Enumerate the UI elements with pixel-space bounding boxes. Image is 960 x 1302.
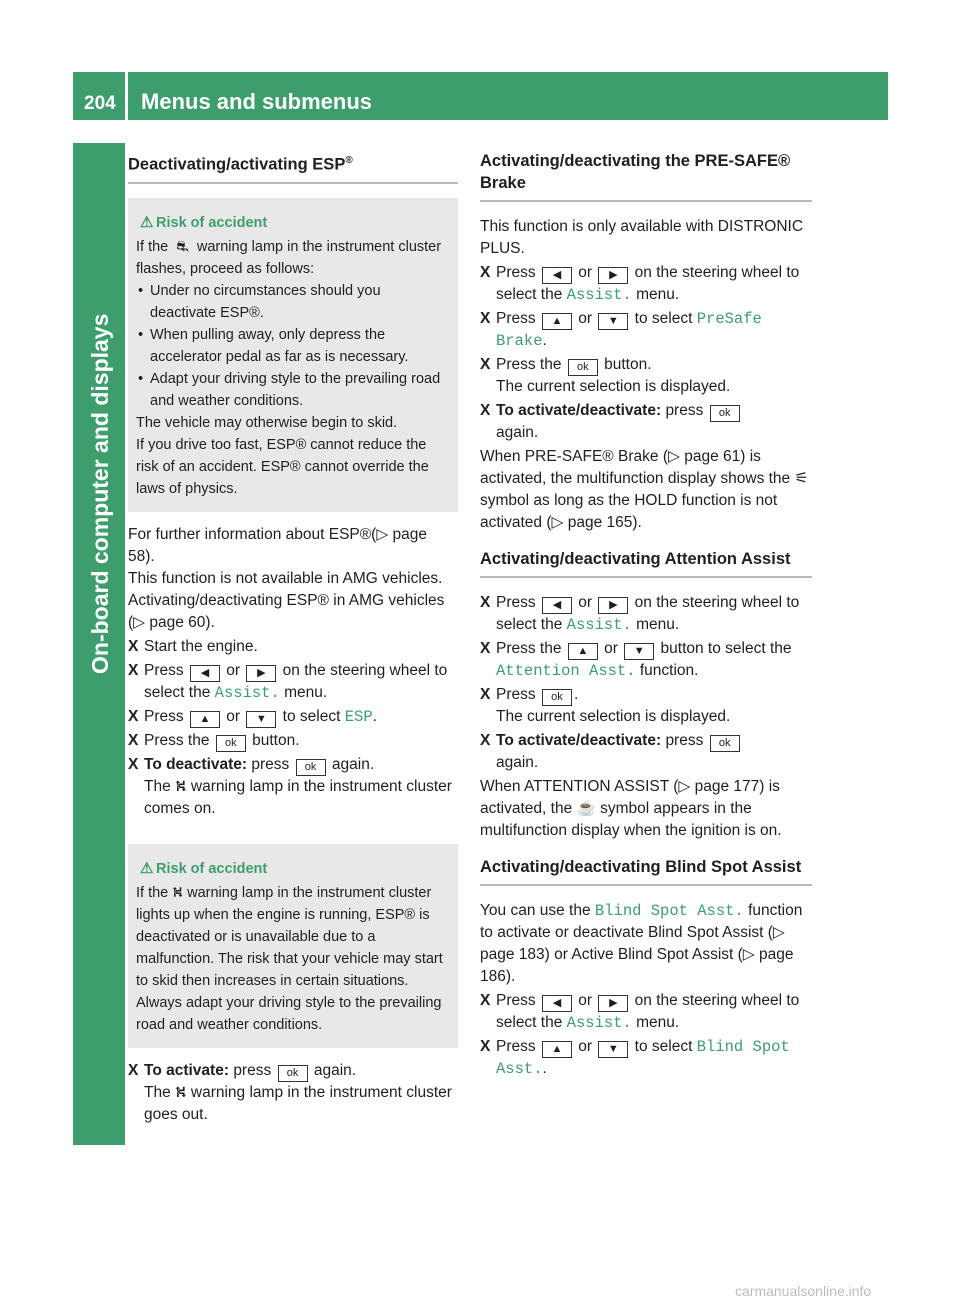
step: X Press the ok button. — [128, 730, 458, 752]
step: X Press ▲ or ▼ to select PreSafe Brake. — [480, 310, 762, 350]
up-key-icon: ▲ — [568, 643, 598, 660]
down-key-icon: ▼ — [246, 711, 276, 728]
warning-bullet: • Adapt your driving style to the prevailing road and weather conditions. — [136, 368, 450, 412]
paragraph: For further information about ESP®(▷ page 58). — [128, 525, 428, 565]
down-key-icon: ▼ — [598, 313, 628, 330]
ok-key-icon: ok — [568, 359, 598, 376]
warning-box — [128, 844, 458, 1048]
warning-text: If you drive too fast, ESP® cannot reduce the risk of an accident. ESP® cannot override the laws of physics. — [136, 436, 429, 497]
warning-icon: ⚠ — [140, 213, 154, 231]
right-column — [480, 150, 812, 1082]
step: X Press ▲ or ▼ to select ESP. — [128, 707, 377, 726]
ok-key-icon: ok — [278, 1065, 308, 1082]
ok-key-icon: ok — [710, 735, 740, 752]
right-key-icon: ▶ — [598, 597, 628, 614]
warning-text: Always adapt your driving style to the prevailing road and weather conditions. — [136, 994, 442, 1033]
left-key-icon: ◀ — [542, 995, 572, 1012]
step: X Press ◀ or ▶ on the steering wheel to select the Assist. menu. — [480, 594, 800, 634]
section-heading-blindspot: Activating/deactivating Blind Spot Assist — [480, 856, 812, 886]
ok-key-icon: ok — [542, 689, 572, 706]
warning-icon: ⚠ — [140, 859, 154, 877]
step: X Press ok . The current selection is displayed. — [480, 686, 731, 725]
section-heading-presafe: Activating/deactivating the PRE-SAFE® Brake — [480, 150, 812, 202]
warning-text: The vehicle may otherwise begin to skid. — [136, 414, 398, 431]
left-column — [128, 150, 458, 1128]
right-key-icon: ▶ — [246, 665, 276, 682]
step: X Press ◀ or ▶ on the steering wheel to select the Assist. menu. — [480, 264, 800, 304]
ok-key-icon: ok — [296, 759, 326, 776]
left-key-icon: ◀ — [542, 267, 572, 284]
footer-watermark: carmanualsonline.info — [735, 1283, 872, 1299]
side-tab-label-wrap — [87, 152, 113, 674]
warning-bullet: • Under no circumstances should you deactivate ESP®. — [136, 280, 450, 324]
page-title: Menus and submenus — [141, 89, 373, 114]
warning-text: If the ⛕ warning lamp in the instrument cluster lights up when the engine is running, ESP® is deactivated or is unavailable due to a malfunction. The risk that your vehicle may start to skid then increases in certain situations. — [136, 884, 443, 989]
down-key-icon: ▼ — [624, 643, 654, 660]
up-key-icon: ▲ — [542, 313, 572, 330]
up-key-icon: ▲ — [542, 1041, 572, 1058]
warning-title: Risk of accident — [156, 214, 268, 231]
up-key-icon: ▲ — [190, 711, 220, 728]
paragraph: When PRE-SAFE® Brake (▷ page 61) is activated, the multifunction display shows the ⚟ symbol as long as the HOLD function is not activated (▷ page 165). — [480, 448, 809, 531]
ok-key-icon: ok — [216, 735, 246, 752]
step: X To deactivate: press ok again. The ⛕ warning lamp in the instrument cluster comes on. — [128, 755, 452, 817]
warning-title: Risk of accident — [156, 860, 268, 877]
warning-box — [128, 198, 458, 512]
step: X Press ▲ or ▼ to select Blind Spot Asst.. — [480, 1038, 790, 1078]
step: X To activate/deactivate: press ok again. — [480, 730, 812, 774]
paragraph: When ATTENTION ASSIST (▷ page 177) is activated, the ☕ symbol appears in the multifunction display when the ignition is on. — [480, 778, 782, 839]
paragraph: This function is only available with DISTRONIC PLUS. — [480, 218, 804, 257]
step: X Start the engine. — [128, 637, 258, 655]
down-key-icon: ▼ — [598, 1041, 628, 1058]
section-heading-esp: Deactivating/activating ESP® — [128, 150, 458, 184]
right-key-icon: ▶ — [598, 995, 628, 1012]
side-tab-label: On-board computer and displays — [87, 313, 113, 674]
step: X To activate/deactivate: press ok again. — [480, 400, 812, 444]
step: X Press the ok button. The current selection is displayed. — [480, 356, 731, 395]
warning-bullet: • When pulling away, only depress the accelerator pedal as far as is necessary. — [136, 324, 450, 368]
step: X Press ◀ or ▶ on the steering wheel to select the Assist. menu. — [480, 992, 800, 1032]
left-key-icon: ◀ — [542, 597, 572, 614]
paragraph: You can use the Blind Spot Asst. function to activate or deactivate Blind Spot Assist (▷ page 183) or Active Blind Spot Assist (▷ page 186). — [480, 902, 803, 985]
step: X Press ◀ or ▶ on the steering wheel to select the Assist. menu. — [128, 661, 448, 702]
paragraph: Activating/deactivating ESP® in AMG vehicles (▷ page 60). — [128, 591, 445, 631]
ok-key-icon: ok — [710, 405, 740, 422]
warning-text: If the ⛐ warning lamp in the instrument cluster flashes, proceed as follows: — [136, 238, 442, 277]
step: X To activate: press ok again. The ⛕ warning lamp in the instrument cluster goes out. — [128, 1061, 452, 1123]
step: X Press the ▲ or ▼ button to select the Attention Asst. function. — [480, 640, 792, 680]
paragraph: This function is not available in AMG vehicles. — [128, 569, 443, 587]
section-heading-attention: Activating/deactivating Attention Assist — [480, 548, 812, 578]
right-key-icon: ▶ — [598, 267, 628, 284]
page-number: 204 — [84, 93, 116, 114]
left-key-icon: ◀ — [190, 665, 220, 682]
